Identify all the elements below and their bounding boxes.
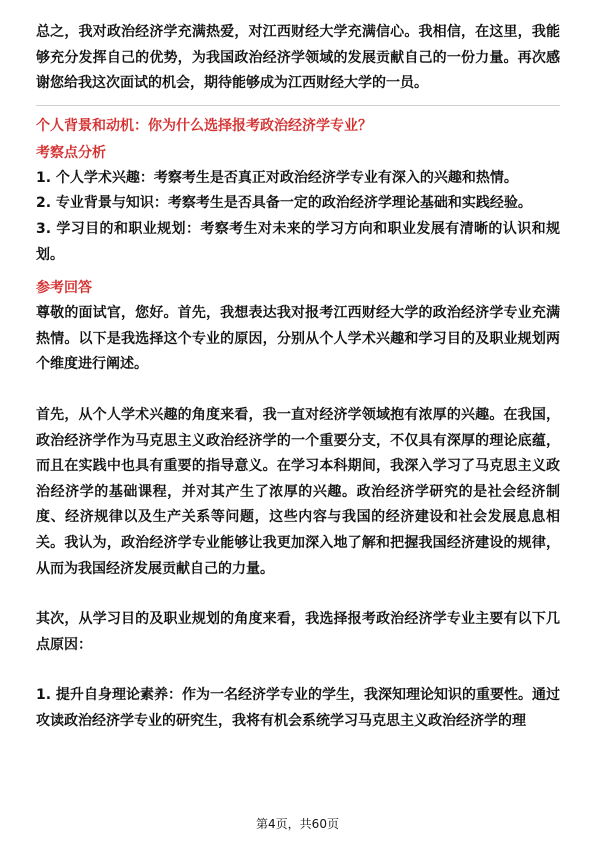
answer-paragraph: 尊敬的面试官，您好。首先，我想表达我对报考江西财经大学的政治经济学专业充满热情。以下是我选择这个专业的原因，分别从个人学术兴趣和学习目的及职业规划两个维度进行阐述。 xyxy=(36,305,560,373)
analysis-heading: 考察点分析 xyxy=(36,144,106,161)
analysis-item: 1. 个人学术兴趣：考察考生是否真正对政治经济学专业有深入的兴趣和热情。 xyxy=(36,169,518,186)
answer-paragraph: 首先，从个人学术兴趣的角度来看，我一直对经济学领域抱有浓厚的兴趣。在我国，政治经济学作为马克思主义政治经济学的一个重要分支，不仅具有深厚的理论底蕴，而且在实践中也具有重要的指导意义。在学习本科期间，我深入学习了马克思主义政治经济学的基础课程，并对其产生了浓厚的兴趣。政治经济学研究的是社会经济制度、经济规律以及生产关系等问题，这些内容与我国的经济建设和社会发展息息相关。我认为，政治经济学专业能够让我更加深入地了解和把握我国经济建设的规律，从而为我国经济发展贡献自己的力量。 xyxy=(36,406,560,577)
section-divider xyxy=(36,105,560,106)
answer-heading: 参考回答 xyxy=(36,280,92,297)
intro-paragraph: 总之，我对政治经济学充满热爱，对江西财经大学充满信心。我相信，在这里，我能够充分发挥自己的优势，为我国政治经济学领域的发展贡献自己的一份力量。再次感谢您给我这次面试的机会，期待能够成为江西财经大学的一员。 xyxy=(36,24,560,92)
page-number: 第4页，共60页 xyxy=(256,817,339,831)
document-page xyxy=(36,20,560,734)
analysis-list xyxy=(36,166,560,268)
question-title: 个人背景和动机：你为什么选择报考政治经济学专业？ xyxy=(36,117,372,134)
answer-paragraph: 1. 提升自身理论素养：作为一名经济学专业的学生，我深知理论知识的重要性。通过攻读政治经济学专业的研究生，我将有机会系统学习马克思主义政治经济学的理 xyxy=(36,687,560,729)
analysis-item: 3. 学习目的和职业规划：考察考生对未来的学习方向和职业发展有清晰的认识和规划。 xyxy=(36,220,560,263)
answer-paragraph: 其次，从学习目的及职业规划的角度来看，我选择报考政治经济学专业主要有以下几点原因： xyxy=(36,611,560,653)
analysis-item: 2. 专业背景与知识：考察考生是否具备一定的政治经济学理论基础和实践经验。 xyxy=(36,195,532,212)
